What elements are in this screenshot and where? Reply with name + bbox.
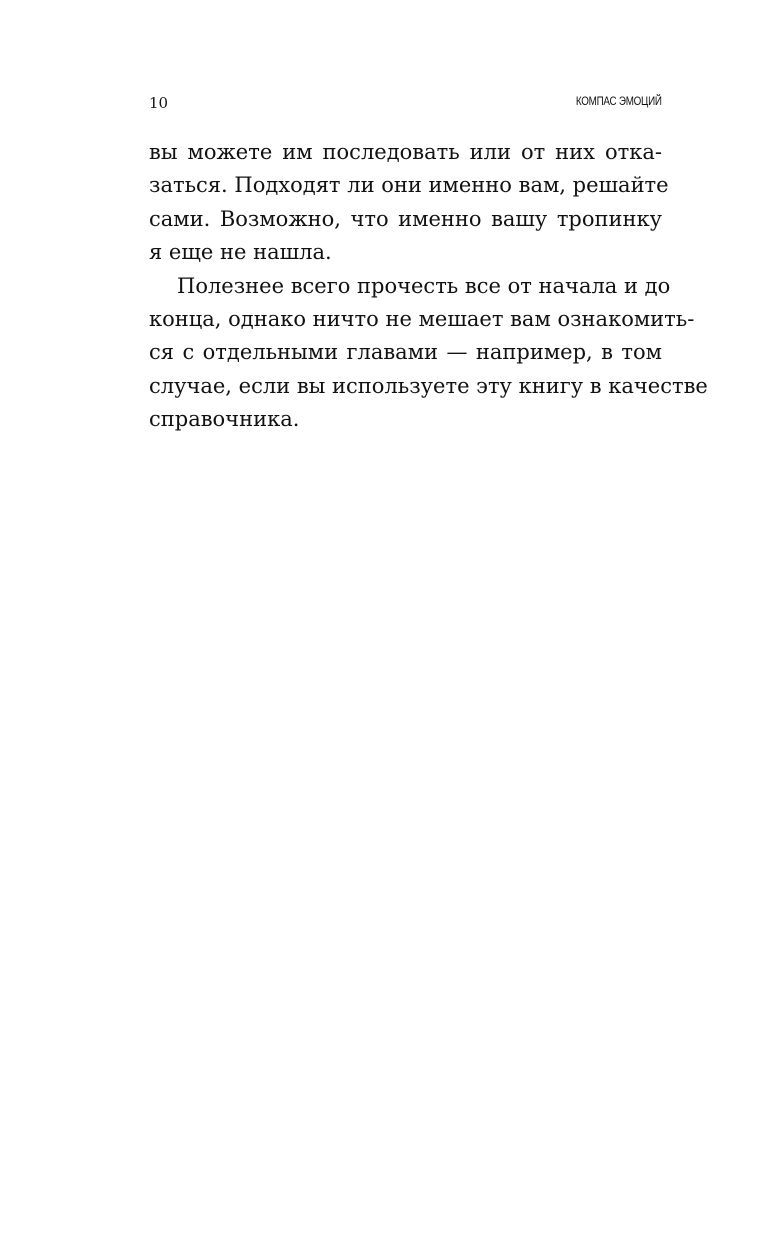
page-number: 10 bbox=[149, 94, 169, 112]
text-line: справочника. bbox=[149, 407, 300, 432]
text-line: вы можете им последовать или от них отка- bbox=[149, 140, 662, 164]
paragraph-1 bbox=[149, 136, 669, 270]
text-line: сами. Возможно, что именно вашу тропинку bbox=[149, 206, 662, 231]
book-title: КОМПАС ЭМОЦИЙ bbox=[576, 94, 662, 108]
text-line: Полезнее всего прочесть все от начала и до bbox=[177, 273, 671, 298]
text-line: конца, однако ничто не мешает вам ознакомить- bbox=[149, 306, 695, 331]
paragraph-2 bbox=[149, 270, 708, 437]
running-header bbox=[149, 92, 662, 114]
text-line: ся с отдельными главами — например, в том bbox=[149, 340, 662, 365]
text-line: случае, если вы используете эту книгу в качестве bbox=[149, 373, 708, 398]
text-line: заться. Подходят ли они именно вам, решайте bbox=[149, 173, 669, 198]
body-text bbox=[149, 136, 708, 437]
text-line: я еще не нашла. bbox=[149, 240, 332, 265]
